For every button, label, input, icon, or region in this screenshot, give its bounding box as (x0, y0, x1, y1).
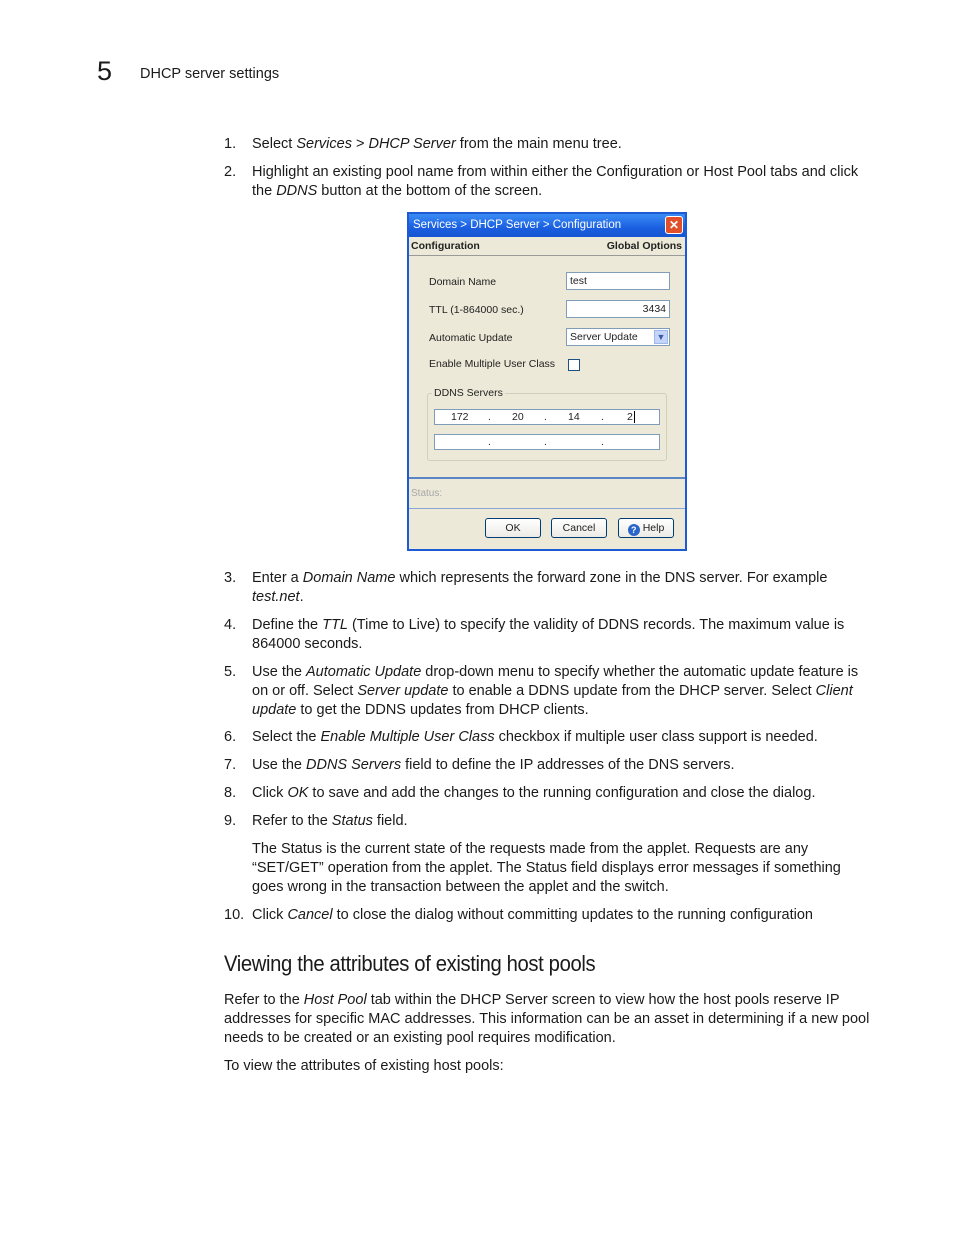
step-2 (224, 163, 870, 201)
domain-name-label: Domain Name (429, 276, 497, 288)
ip-dot: . (544, 411, 547, 423)
section-lead: To view the attributes of existing host pools: (224, 1058, 504, 1074)
ttl-label: TTL (1-864000 sec.) (429, 304, 524, 316)
step-text: Highlight an existing pool name from within either the Configuration or Host Pool tabs and click the DDNS button at the bottom of the screen. (252, 164, 859, 199)
step-text: Enter a Domain Name which represents the forward zone in the DNS server. For example test.net. (252, 570, 828, 605)
multiple-user-class-label: Enable Multiple User Class (429, 358, 556, 370)
step-7 (224, 756, 870, 775)
ddns-dialog (407, 212, 687, 551)
ip-dot: . (601, 436, 604, 448)
step-6 (224, 728, 870, 747)
automatic-update-select[interactable] (566, 328, 670, 346)
multiple-user-class-checkbox[interactable] (568, 359, 580, 371)
step-text: Define the TTL (Time to Live) to specify the validity of DDNS records. The maximum value is 864000 seconds. (252, 617, 845, 652)
dialog-tabbar (409, 237, 685, 256)
step-5 (224, 663, 870, 720)
ddns-server-2-field[interactable] (434, 434, 660, 450)
step-number: 9. (224, 813, 237, 829)
step-text: Use the Automatic Update drop-down menu to specify whether the automatic update feature is on or off. Select Server update to enable a DDNS update from the DHCP server. Select Client update to get the DDNS updates from DHCP clients. (252, 664, 859, 718)
section-heading: Viewing the attributes of existing host pools (224, 951, 596, 976)
step-text: Click Cancel to close the dialog without committing updates to the running configuration (252, 907, 813, 923)
ok-button[interactable]: OK (485, 518, 541, 538)
step-3 (224, 569, 870, 607)
step-number: 1. (224, 136, 237, 152)
help-icon: ? (628, 524, 640, 536)
step-10 (224, 906, 870, 925)
chapter-number: 5 (97, 56, 113, 86)
automatic-update-label: Automatic Update (429, 332, 513, 344)
step-number: 10. (224, 907, 245, 923)
step-1 (224, 135, 870, 154)
cancel-button[interactable]: Cancel (551, 518, 607, 538)
step-text: Select Services > DHCP Server from the main menu tree. (252, 136, 622, 152)
step-4 (224, 616, 870, 654)
dialog-titlebar (409, 214, 685, 237)
help-button[interactable] (618, 518, 674, 538)
divider (409, 477, 685, 479)
status-label: Status: (411, 488, 443, 499)
dialog-title: Services > DHCP Server > Configuration (413, 219, 622, 231)
step-9 (224, 812, 870, 831)
status-note: The Status is the current state of the requests made from the applet. Requests are any “SET/GET” operation from the applet. The Status field displays error messages if something goes wrong in the transaction between the applet and the switch. (252, 841, 841, 895)
ddns-servers-label: DDNS Servers (434, 387, 503, 399)
step-number: 8. (224, 785, 237, 801)
domain-name-field[interactable]: test (566, 272, 670, 290)
close-icon[interactable]: ✕ (665, 216, 683, 234)
running-header: DHCP server settings (140, 66, 280, 82)
step-number: 4. (224, 617, 237, 633)
step-number: 5. (224, 664, 237, 680)
ip-octet: 20 (512, 411, 524, 423)
ip-octet: 172 (451, 411, 469, 423)
help-button-label: Help (642, 522, 665, 534)
automatic-update-value: Server Update (570, 331, 638, 343)
divider (409, 508, 685, 509)
step-text: Click OK to save and add the changes to the running configuration and close the dialog. (252, 785, 816, 801)
tab-configuration[interactable]: Configuration (411, 240, 480, 252)
ddns-servers-group (427, 393, 667, 461)
step-text: Refer to the Status field. (252, 813, 408, 829)
step-text: Select the Enable Multiple User Class checkbox if multiple user class support is needed. (252, 729, 818, 745)
ip-dot: . (544, 436, 547, 448)
step-8 (224, 784, 870, 803)
step-number: 2. (224, 164, 237, 180)
step-text: Use the DDNS Servers field to define the IP addresses of the DNS servers. (252, 757, 735, 773)
ip-octet: 2 (627, 411, 633, 423)
step-number: 3. (224, 570, 237, 586)
step-number: 7. (224, 757, 237, 773)
ip-dot: . (488, 436, 491, 448)
text-cursor (634, 411, 635, 423)
tab-global-options[interactable]: Global Options (606, 240, 682, 252)
ddns-server-1-field[interactable] (434, 409, 660, 425)
chevron-down-icon[interactable]: ▼ (654, 330, 668, 344)
ip-dot: . (601, 411, 604, 423)
ip-octet: 14 (568, 411, 580, 423)
step-number: 6. (224, 729, 237, 745)
section-body: Refer to the Host Pool tab within the DHCP Server screen to view how the host pools reserve IP addresses for specific MAC addresses. This information can be an asset in determining if a new pool needs to be created or an existing pool requires modification. (224, 992, 870, 1046)
ttl-field[interactable]: 3434 (566, 300, 670, 318)
ip-dot: . (488, 411, 491, 423)
